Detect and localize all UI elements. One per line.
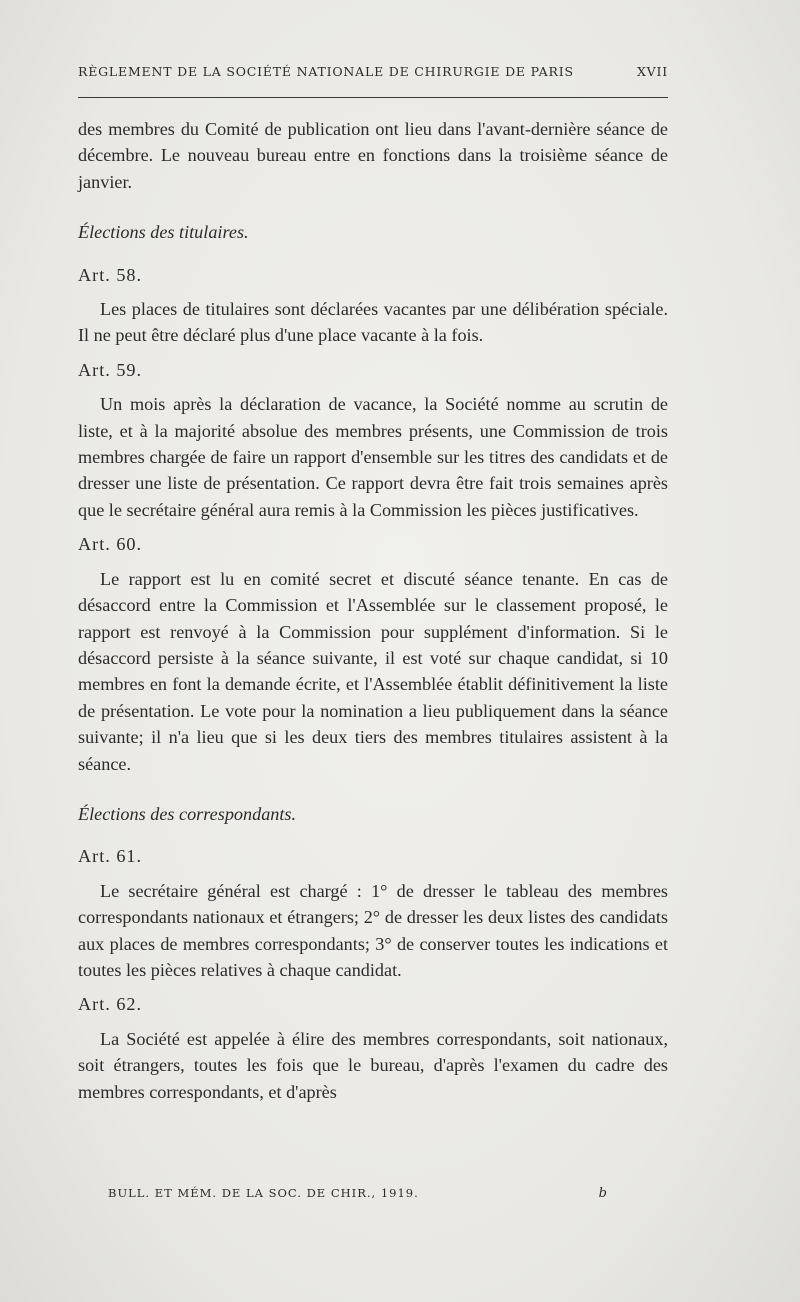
article-58-heading: Art. 58. [78,264,143,285]
article-62-text: La Société est appelée à élire des membres correspondants, soit nationaux, soit étrangers, toutes les fois que le bureau, d'après l'examen du cadre des membres correspondants, et d'après [78,1028,668,1102]
header-rule [78,97,668,98]
page-footer [108,1186,608,1201]
article-58-text: Les places de titulaires sont déclarées vacantes par une délibération spéciale. Il ne peut être déclaré plus d'une place vacante à la fois. [78,299,668,346]
footer-citation: BULL. ET MÉM. DE LA SOC. DE CHIR., 1919. [108,1186,419,1200]
article-62-heading: Art. 62. [78,994,143,1015]
running-title: RÈGLEMENT DE LA SOCIÉTÉ NATIONALE DE CHIRURGIE DE PARIS [78,64,574,79]
running-header [78,64,668,79]
article-61-heading: Art. 61. [78,846,143,867]
signature-mark: b [598,1186,608,1201]
article-61-text: Le secrétaire général est chargé : 1° de dresser le tableau des membres correspondants nationaux et étrangers; 2° de dresser les deux listes des candidats aux places de membres correspondants; 3° de conserver toutes les indications et toutes les pièces relatives à chaque candidat. [78,880,668,980]
section-heading-titulaires: Élections des titulaires. [78,222,249,243]
article-60-text: Le rapport est lu en comité secret et discuté séance tenante. En cas de désaccord entre la Commission et l'Assemblée sur le classement proposé, le rapport est renvoyé à la Commission pour supplément d'information. Si le désaccord persiste à la séance suivante, il est voté sur chaque candidat, si 10 membres en font la demande écrite, et l'Assemblée établit définitivement la liste de présentation. Le vote pour la nomination a lieu publiquement dans la séance suivante; il n'a lieu que si les deux tiers des membres titulaires assistent à la séance. [78,568,668,774]
article-60-heading: Art. 60. [78,534,143,555]
body-text [78,116,668,1105]
article-59-text: Un mois après la déclaration de vacance, la Société nomme au scrutin de liste, et à la majorité absolue des membres présents, une Commission de trois membres chargée de faire un rapport d'ensemble sur les titres des candidats et de dresser une liste de présentation. Ce rapport devra être fait trois semaines après que le secrétaire général aura remis à la Commission les pièces justificatives. [78,394,668,520]
article-59-heading: Art. 59. [78,359,143,380]
section-heading-correspondants: Élections des correspondants. [78,803,297,824]
paragraph-continuation: des membres du Comité de publication ont lieu dans l'avant-dernière séance de décembre. Le nouveau bureau entre en fonctions dans la troisième séance de janvier. [78,119,668,192]
page-number: XVII [636,64,668,79]
